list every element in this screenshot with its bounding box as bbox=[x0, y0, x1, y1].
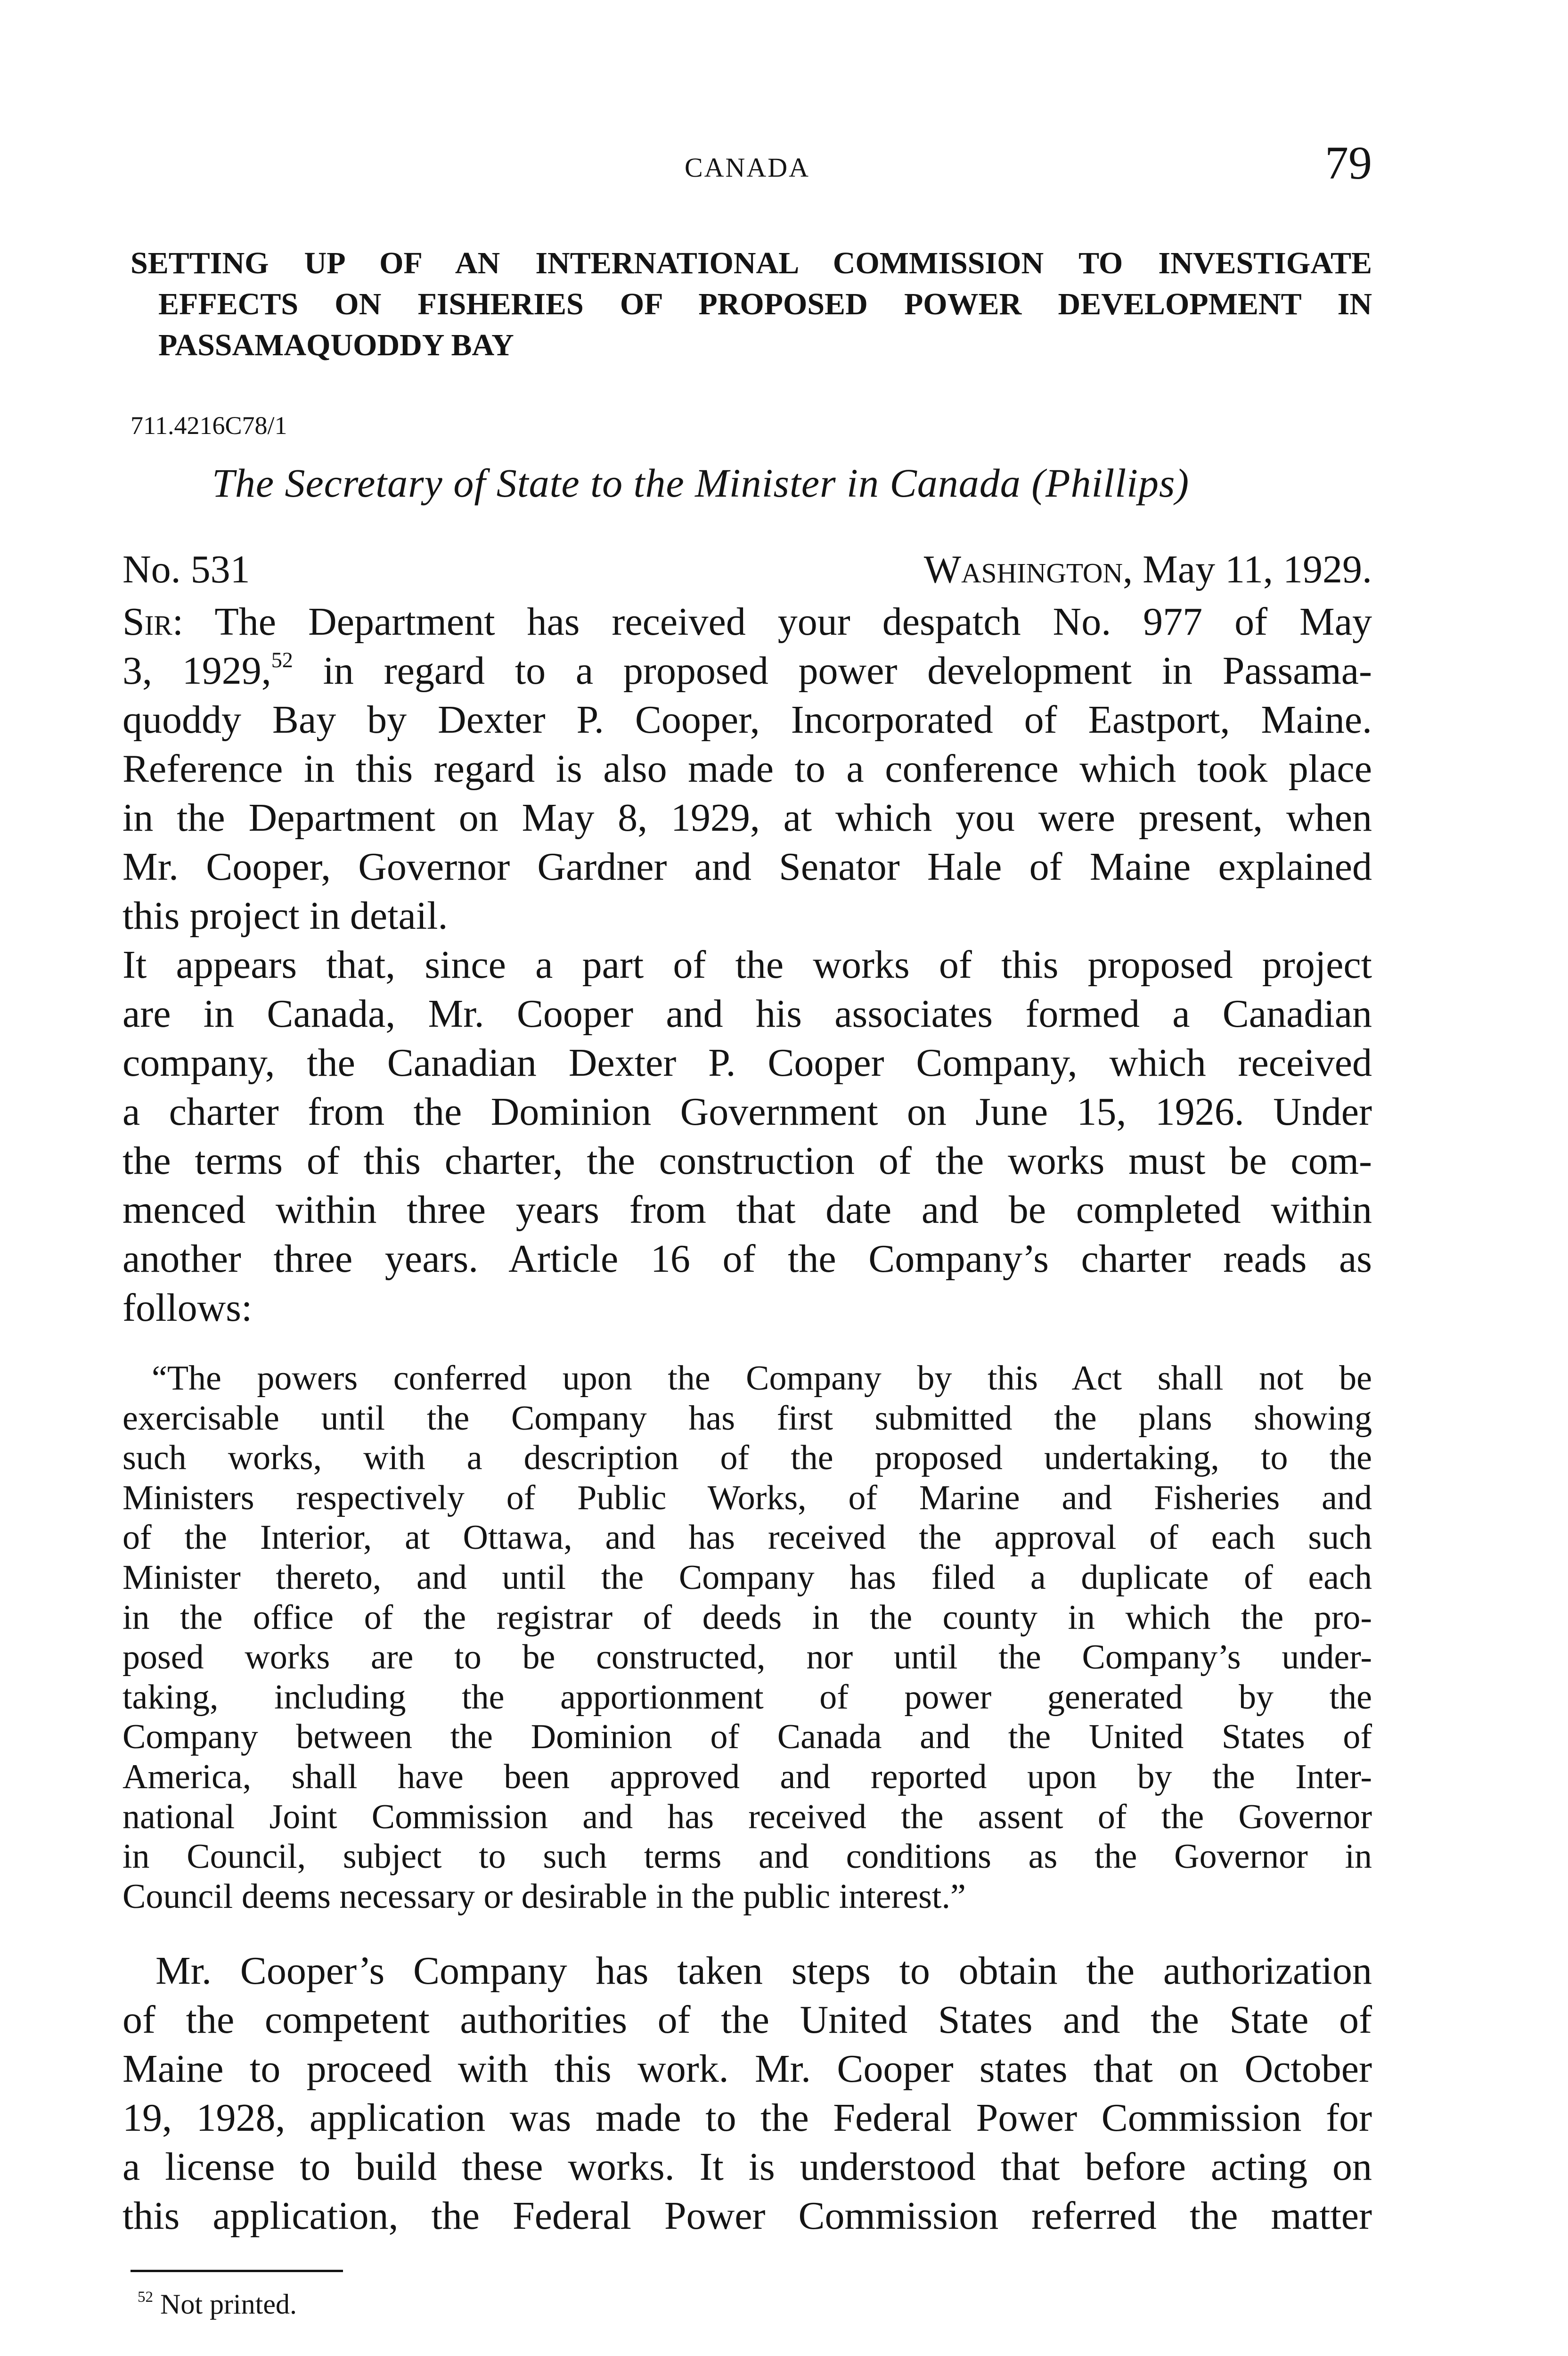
footnote bbox=[138, 2287, 297, 2321]
text-line: a license to build these works. It is understood that before acting on bbox=[122, 2145, 1372, 2189]
text-span: 3, 1929, bbox=[122, 649, 271, 693]
dispatch-place: Washington, bbox=[923, 548, 1133, 591]
text-line: company, the Canadian Dexter P. Cooper Company, which received bbox=[122, 1041, 1372, 1085]
quote-line: Council deems necessary or desirable in the public interest.” bbox=[122, 1877, 966, 1916]
footnote-text: Not printed. bbox=[153, 2289, 297, 2320]
quote-line: “The powers conferred upon the Company by this Act shall not be bbox=[152, 1359, 1372, 1398]
text-line: follows: bbox=[122, 1286, 253, 1330]
text-line: this application, the Federal Power Commission referred the matter bbox=[122, 2194, 1372, 2238]
body-paragraph bbox=[122, 597, 1372, 941]
dispatch-number: No. 531 bbox=[122, 548, 250, 591]
quote-line: taking, including the apportionment of power generated by the bbox=[122, 1677, 1372, 1717]
quote-line: posed works are to be constructed, nor until the Company’s under- bbox=[122, 1638, 1372, 1677]
salutation: Sir bbox=[122, 600, 172, 644]
file-number: 711.4216C78/1 bbox=[131, 411, 287, 440]
text-line: this project in detail. bbox=[122, 894, 448, 938]
place-and-date bbox=[924, 545, 1372, 594]
text-line: in the Department on May 8, 1929, at which you were present, when bbox=[122, 796, 1372, 840]
page-number: 79 bbox=[1325, 137, 1372, 189]
document-heading: The Secretary of State to the Minister in Canada (Phillips) bbox=[212, 460, 1190, 506]
text-line bbox=[122, 597, 1372, 646]
body-paragraph bbox=[122, 941, 1372, 1333]
title-line: PASSAMAQUODDY BAY bbox=[158, 328, 514, 362]
dispatch-dateline bbox=[122, 545, 1372, 594]
text-line: another three years. Article 16 of the Company’s charter reads as bbox=[122, 1237, 1372, 1281]
text-line: Reference in this regard is also made to a conference which took place bbox=[122, 747, 1372, 791]
quote-line: such works, with a description of the proposed undertaking, to the bbox=[122, 1439, 1372, 1478]
running-title: CANADA bbox=[684, 152, 810, 183]
text-line: quoddy Bay by Dexter P. Cooper, Incorporated of Eastport, Maine. bbox=[122, 698, 1372, 742]
text-line: are in Canada, Mr. Cooper and his associates formed a Canadian bbox=[122, 992, 1372, 1036]
body-paragraph bbox=[122, 1947, 1372, 2241]
title-line: SETTING UP OF AN INTERNATIONAL COMMISSION TO INVESTIGATE bbox=[131, 246, 1372, 280]
title-line: EFFECTS ON FISHERIES OF PROPOSED POWER DEVELOPMENT IN bbox=[158, 287, 1372, 321]
text-line: Mr. Cooper, Governor Gardner and Senator Hale of Maine explained bbox=[122, 845, 1372, 889]
footnote-marker: 52 bbox=[138, 2289, 153, 2306]
block-quote bbox=[122, 1358, 1372, 1916]
quote-line: exercisable until the Company has first submitted the plans showing bbox=[122, 1399, 1372, 1438]
footnote-rule bbox=[131, 2270, 343, 2272]
quote-line: Minister thereto, and until the Company has filed a duplicate of each bbox=[122, 1558, 1372, 1597]
text-line: a charter from the Dominion Government on June 15, 1926. Under bbox=[122, 1090, 1372, 1134]
text-span: : The Department has received your despatch No. 977 of May bbox=[172, 600, 1372, 644]
text-line: Maine to proceed with this work. Mr. Cooper states that on October bbox=[122, 2047, 1372, 2091]
quote-line: of the Interior, at Ottawa, and has received the approval of each such bbox=[122, 1518, 1372, 1557]
quote-line: national Joint Commission and has received the assent of the Governor bbox=[122, 1797, 1372, 1836]
quote-line: America, shall have been approved and reported upon by the Inter- bbox=[122, 1757, 1372, 1796]
text-line: Mr. Cooper’s Company has taken steps to obtain the authorization bbox=[155, 1949, 1372, 1993]
text-line bbox=[122, 646, 1372, 695]
quote-line: in Council, subject to such terms and conditions as the Governor in bbox=[122, 1837, 1372, 1876]
dispatch-date: May 11, 1929. bbox=[1143, 548, 1372, 591]
text-span: in regard to a proposed power development in Passama- bbox=[293, 649, 1372, 693]
text-line: 19, 1928, application was made to the Federal Power Commission for bbox=[122, 2096, 1372, 2140]
text-line: of the competent authorities of the United States and the State of bbox=[122, 1998, 1372, 2042]
article-title bbox=[131, 243, 1372, 366]
text-line: the terms of this charter, the construction of the works must be com- bbox=[122, 1139, 1372, 1183]
footnote-reference: 52 bbox=[271, 648, 293, 672]
quote-line: in the office of the registrar of deeds in the county in which the pro- bbox=[122, 1598, 1372, 1637]
quote-line: Company between the Dominion of Canada and the United States of bbox=[122, 1718, 1372, 1757]
text-line: It appears that, since a part of the works of this proposed project bbox=[122, 943, 1372, 987]
text-line: menced within three years from that date and be completed within bbox=[122, 1188, 1372, 1232]
quote-line: Ministers respectively of Public Works, of Marine and Fisheries and bbox=[122, 1478, 1372, 1517]
body-text bbox=[122, 597, 1372, 1333]
